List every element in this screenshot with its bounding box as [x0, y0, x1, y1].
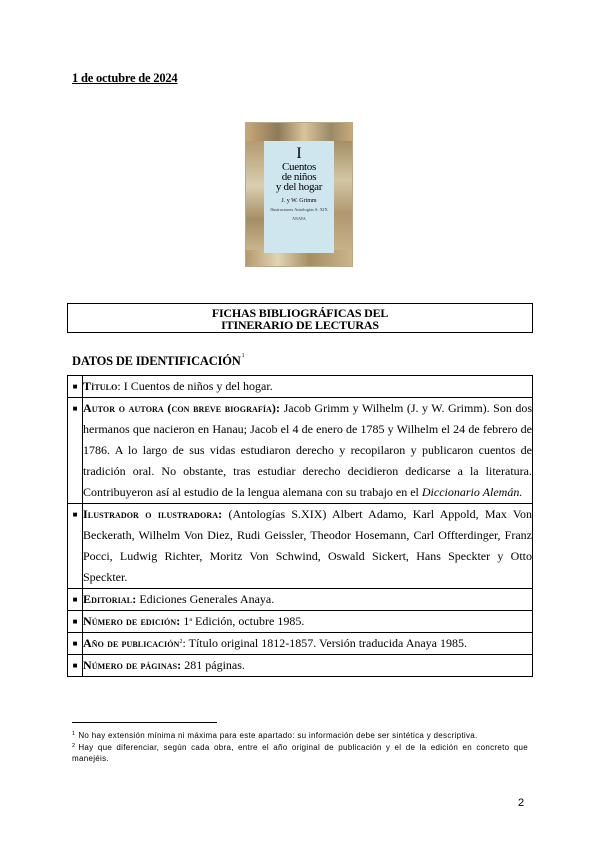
document-date: 1 de octubre de 2024	[72, 71, 178, 85]
table-row	[68, 376, 533, 398]
ilustrador-cell	[83, 504, 533, 589]
section-title	[72, 354, 244, 369]
cover-subtitle: Ilustraciones Antologías S. XIX	[270, 207, 328, 212]
autor-cell	[83, 398, 533, 504]
table-row	[68, 398, 533, 504]
footnote-2-text: Hay que diferenciar, según cada obra, entre el año original de publicación y el de la edición en concreto que manejéis.	[72, 742, 528, 763]
table-row	[68, 655, 533, 677]
footnote-separator	[72, 722, 217, 723]
table-row	[68, 633, 533, 655]
bullet-icon: ■	[68, 504, 83, 589]
titulo-value: I Cuentos de niños y del hogar.	[123, 379, 273, 393]
footnotes	[72, 730, 528, 765]
bullet-icon: ■	[68, 376, 83, 398]
editorial-cell	[83, 589, 533, 611]
identification-table	[67, 375, 533, 677]
titulo-label: Título	[83, 379, 118, 393]
table-row	[68, 504, 533, 589]
section-title-text: DATOS DE IDENTIFICACIÓN	[72, 354, 241, 368]
header-line-2: ITINERARIO DE LECTURAS	[221, 318, 379, 332]
edicion-ordinal: a	[189, 617, 193, 623]
cover-title-panel	[264, 141, 334, 253]
paginas-cell	[83, 655, 533, 677]
header-line-1: FICHAS BIBLIOGRÁFICAS DEL	[211, 306, 389, 320]
cover-illustration-left	[246, 141, 264, 253]
edicion-cell	[83, 611, 533, 633]
titulo-cell: Título: I Cuentos de niños y del hogar.	[83, 376, 533, 398]
publicacion-value: Título original 1812-1857. Versión traducida Anaya 1985.	[188, 636, 468, 650]
cover-author: J. y W. Grimm	[281, 198, 317, 204]
page-number: 2	[518, 797, 525, 809]
cover-volume-number: I	[296, 145, 302, 162]
footnote-1-number: 1	[72, 731, 76, 737]
autor-italic-value: Diccionario Alemán.	[421, 485, 523, 499]
autor-value: Jacob Grimm y Wilhelm (J. y W. Grimm). Son dos hermanos que nacieron en Hanau; Jacob el 4 de enero de 1785 y Wilhelm el 24 de febrero de 1786. A lo largo de sus vidas estudiaron derecho y recopilaron y publicaron cuentos de tradición oral. No obstante, tras estudiar derecho decidieron dedicarse a la literatura. Contribuyeron así al estudio de la lengua alemana con su trabajo en el	[83, 401, 532, 499]
book-cover-image	[245, 122, 353, 267]
footnote-2-number: 2	[72, 742, 76, 749]
cover-illustration-right	[334, 141, 352, 253]
bullet-icon: ■	[68, 398, 83, 504]
editorial-label: Editorial:	[83, 592, 137, 606]
publicacion-cell: Año de publicación$^2$: Título original 1812-1857. Versión traducida Anaya 1985.	[83, 633, 533, 655]
cover-title-line-3: y del hogar	[275, 181, 323, 193]
edicion-label: Número de edición:	[83, 614, 181, 628]
autor-label: Autor o autora (con breve biografía):	[83, 401, 281, 415]
cover-title-line-1: Cuentos	[282, 161, 316, 173]
editorial-value: Ediciones Generales Anaya.	[139, 592, 275, 606]
publicacion-footnote-ref: 2	[179, 639, 183, 645]
ilustrador-label: Ilustrador o ilustradora:	[83, 507, 223, 521]
table-row	[68, 611, 533, 633]
edicion-value: Edición, octubre 1985.	[195, 614, 305, 628]
footnote-2	[72, 742, 528, 765]
paginas-label: Número de páginas:	[83, 658, 182, 672]
bullet-icon: ■	[68, 611, 83, 633]
publicacion-label: Año de publicación	[83, 636, 180, 650]
footnote-1	[72, 730, 528, 742]
cover-title-line-2: de niños	[281, 171, 317, 183]
cover-illustration-top	[246, 123, 352, 141]
cover-publisher: ANAYA	[292, 216, 306, 221]
bullet-icon: ■	[68, 589, 83, 611]
footnote-1-text: No hay extensión mínima ni máxima para este apartado: su información debe ser sintética y descriptiva.	[78, 731, 478, 740]
bullet-icon: ■	[68, 633, 83, 655]
table-row	[68, 589, 533, 611]
ilustrador-value: (Antologías S.XIX) Albert Adamo, Karl Appold, Max Von Beckerath, Wilhelm Von Diez, Rudi Geissler, Theodor Hosemann, Carl Offterdinger, Franz Pocci, Ludwig Richter, Moritz Von Schwind, Oswald Sickert, Hans Speckter y Otto Speckter.	[83, 507, 533, 584]
bullet-icon: ■	[68, 655, 83, 677]
edicion-number: 1	[183, 614, 190, 628]
fichas-header-box	[67, 303, 533, 333]
paginas-value: 281 páginas.	[184, 658, 245, 672]
section-footnote-ref: 1	[241, 353, 245, 359]
